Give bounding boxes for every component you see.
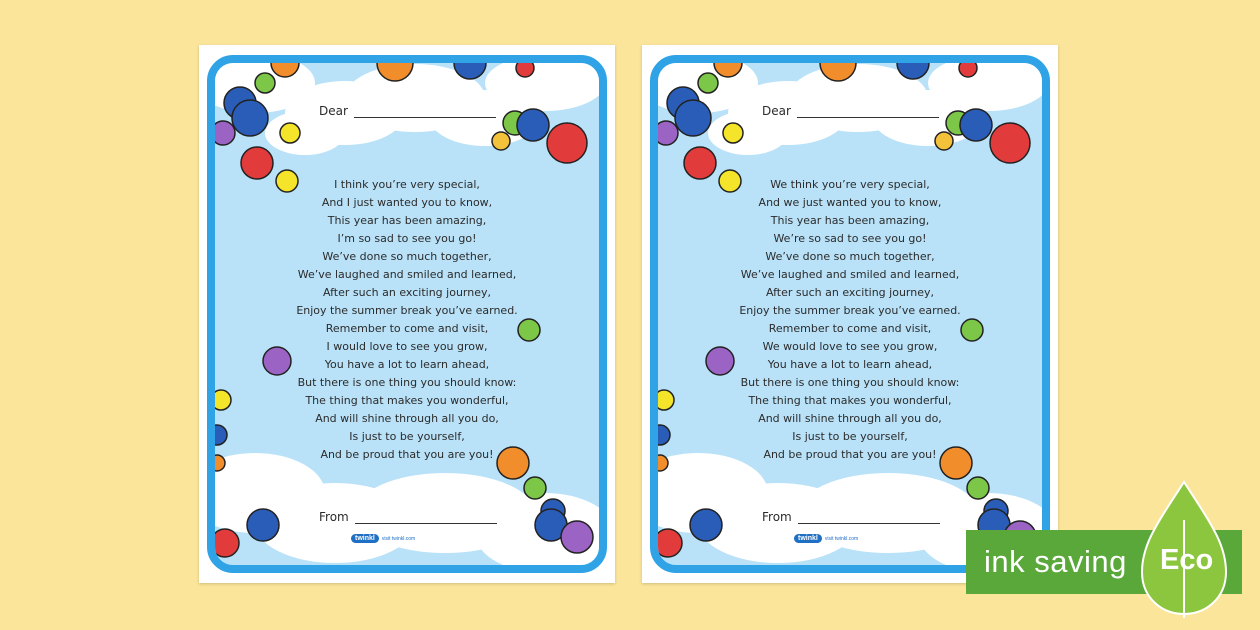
poem-line: Enjoy the summer break you’ve earned.	[739, 304, 961, 317]
poem-line: We’ve done so much together,	[322, 250, 492, 263]
poem-line: But there is one thing you should know:	[297, 376, 517, 389]
logo-badge: twinkl	[794, 534, 822, 543]
poem-line: The thing that makes you wonderful,	[748, 394, 952, 407]
poem-line: After such an exciting journey,	[766, 286, 934, 299]
poem-line: Enjoy the summer break you’ve earned.	[296, 304, 518, 317]
poem-line: You have a lot to learn ahead,	[324, 358, 490, 371]
poem-line: You have a lot to learn ahead,	[767, 358, 933, 371]
logo-url: visit twinkl.com	[381, 535, 416, 542]
poem-line: And be proud that you are you!	[763, 448, 937, 461]
poem-line: But there is one thing you should know:	[740, 376, 960, 389]
eco-label: Eco	[1160, 544, 1214, 576]
ink-saving-label: ink saving	[984, 544, 1127, 579]
poem-line: This year has been amazing,	[327, 214, 487, 227]
letter-sheet-right	[642, 45, 1058, 583]
poem-line: This year has been amazing,	[770, 214, 930, 227]
from-line	[762, 510, 940, 524]
poem-line: Remember to come and visit,	[768, 322, 932, 335]
from-line	[319, 510, 497, 524]
dear-blank	[797, 105, 939, 118]
letter-frame	[207, 55, 607, 573]
poem-line: Is just to be yourself,	[792, 430, 908, 443]
poem-line: And I just wanted you to know,	[321, 196, 493, 209]
poem-line: And be proud that you are you!	[320, 448, 494, 461]
dear-line	[319, 104, 496, 118]
dear-line	[762, 104, 939, 118]
poem-line: Remember to come and visit,	[325, 322, 489, 335]
dear-label: Dear	[319, 104, 348, 118]
twinkl-logo	[351, 534, 415, 543]
poem-line: And we just wanted you to know,	[758, 196, 942, 209]
dear-label: Dear	[762, 104, 791, 118]
poem-line: I’m so sad to see you go!	[337, 232, 477, 245]
twinkl-logo	[794, 534, 858, 543]
from-label: From	[319, 510, 349, 524]
from-blank	[798, 511, 940, 524]
poem-text	[275, 176, 539, 464]
poem-line: Is just to be yourself,	[349, 430, 465, 443]
letter-sheet-left	[199, 45, 615, 583]
poem-line: We’ve done so much together,	[765, 250, 935, 263]
poem-line: And will shine through all you do,	[315, 412, 499, 425]
poem-line: After such an exciting journey,	[323, 286, 491, 299]
poem-text	[718, 176, 982, 464]
dear-blank	[354, 105, 496, 118]
logo-url: visit twinkl.com	[824, 535, 859, 542]
poem-line: I would love to see you grow,	[326, 340, 488, 353]
letter-frame	[650, 55, 1050, 573]
poem-line: We would love to see you grow,	[762, 340, 938, 353]
poem-line: We’ve laughed and smiled and learned,	[740, 268, 960, 281]
poem-line: And will shine through all you do,	[758, 412, 942, 425]
poem-line: The thing that makes you wonderful,	[305, 394, 509, 407]
logo-badge: twinkl	[351, 534, 379, 543]
poem-line: We think you’re very special,	[770, 178, 930, 191]
from-blank	[355, 511, 497, 524]
poem-line: We’ve laughed and smiled and learned,	[297, 268, 517, 281]
poem-line: I think you’re very special,	[334, 178, 480, 191]
poem-line: We’re so sad to see you go!	[773, 232, 927, 245]
from-label: From	[762, 510, 792, 524]
